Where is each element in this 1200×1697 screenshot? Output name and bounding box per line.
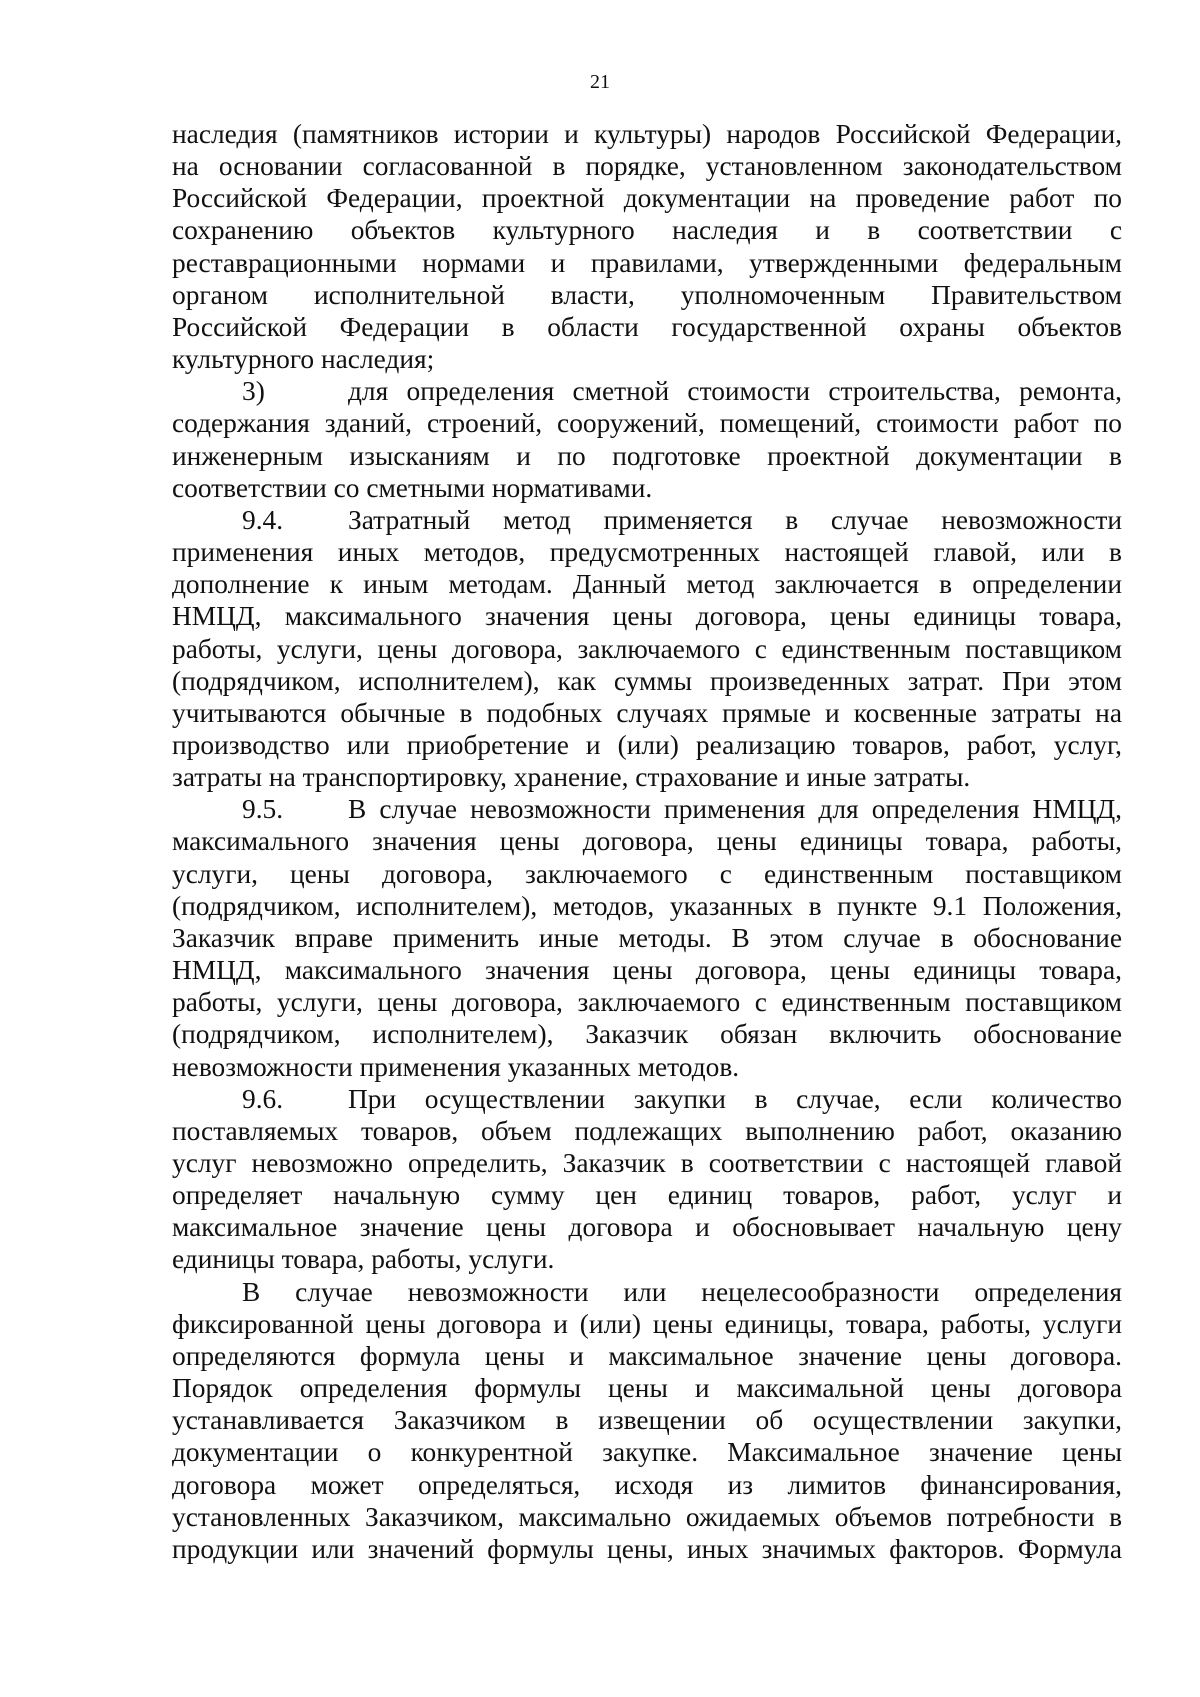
clause-number: 9.5. (242, 794, 284, 825)
text-line: невозможности применения указанных методов. (172, 1051, 740, 1082)
text-line: (подрядчиком, исполнителем), Заказчик обязан включить обоснование (172, 1019, 1122, 1050)
paragraph-first-line (172, 1276, 1122, 1308)
list-item-number: 3) (242, 376, 265, 407)
document-body (172, 118, 1122, 1565)
text-line: единицы товара, работы, услуги. (172, 1244, 555, 1275)
clause-number: 9.6. (242, 1083, 284, 1114)
text-line: производство или приобретение и (или) реализацию товаров, работ, услуг, (172, 729, 1122, 760)
text-line: устанавливается Заказчиком в извещении об осуществлении закупки, (172, 1405, 1122, 1436)
text-line: максимальное значение цены договора и обосновывает начальную цену (172, 1212, 1122, 1243)
list-item-3-first-line (172, 375, 1122, 407)
text-line: фиксированной цены договора и (или) цены единицы, товара, работы, услуги (172, 1308, 1122, 1339)
text-line: на основании согласованной в порядке, установленном законодательством (172, 151, 1122, 182)
text-line: документации о конкурентной закупке. Максимальное значение цены (172, 1437, 1122, 1468)
text-line: Российской Федерации, проектной документации на проведение работ по (172, 183, 1122, 214)
text-line: поставляемых товаров, объем подлежащих выполнению работ, оказанию (172, 1115, 1122, 1146)
text-line: затраты на транспортировку, хранение, страхование и иные затраты. (172, 762, 971, 793)
clause-9-4-first-line (172, 504, 1122, 536)
text-line: НМЦД, максимального значения цены договора, цены единицы товара, (172, 601, 1122, 632)
text-line: для определения сметной стоимости строительства, ремонта, (348, 376, 1122, 407)
text-line: договора может определяться, исходя из лимитов финансирования, (172, 1469, 1122, 1500)
text-line: (подрядчиком, исполнителем), как суммы произведенных затрат. При этом (172, 665, 1122, 696)
text-line: максимального значения цены договора, цены единицы товара, работы, (172, 826, 1122, 857)
text-line: В случае невозможности или нецелесообразности определения (242, 1276, 1122, 1307)
text-line: работы, услуги, цены договора, заключаемого с единственным поставщиком (172, 633, 1122, 664)
text-line: определяются формула цены и максимальное значение цены договора. (172, 1340, 1122, 1371)
text-line: услуг невозможно определить, Заказчик в соответствии с настоящей главой (172, 1148, 1122, 1178)
text-line: реставрационными нормами и правилами, утвержденными федеральным (172, 247, 1122, 278)
text-line: учитываются обычные в подобных случаях прямые и косвенные затраты на (172, 697, 1122, 728)
text-line: Российской Федерации в области государственной охраны объектов (172, 311, 1122, 342)
text-line: (подрядчиком, исполнителем), методов, указанных в пункте 9.1 Положения, (172, 890, 1122, 921)
text-line: соответствии со сметными нормативами. (172, 472, 653, 503)
text-line: В случае невозможности применения для определения НМЦД, (348, 794, 1122, 825)
text-line: продукции или значений формулы цены, иных значимых факторов. Формула (172, 1533, 1122, 1564)
page-number: 21 (590, 71, 610, 93)
text-line: Затратный метод применяется в случае невозможности (348, 504, 1122, 535)
text-line: Заказчик вправе применить иные методы. В этом случае в обоснование (172, 922, 1122, 953)
text-line: содержания зданий, строений, сооружений, помещений, стоимости работ по (172, 408, 1122, 439)
text-line: дополнение к иным методам. Данный метод заключается в определении (172, 569, 1122, 600)
text-line: наследия (памятников истории и культуры) народов Российской Федерации, (172, 119, 1122, 149)
clause-number: 9.4. (242, 504, 284, 535)
text-line: сохранению объектов культурного наследия и в соответствии с (172, 215, 1122, 246)
clause-9-5-first-line (172, 793, 1122, 825)
text-line: Порядок определения формулы цены и максимальной цены договора (172, 1373, 1122, 1404)
text-line: услуги, цены договора, заключаемого с единственным поставщиком (172, 858, 1122, 889)
text-line: инженерным изысканиям и по подготовке проектной документации в (172, 440, 1122, 471)
text-line: работы, услуги, цены договора, заключаемого с единственным поставщиком (172, 987, 1122, 1018)
text-line: определяет начальную сумму цен единиц товаров, работ, услуг и (172, 1180, 1122, 1211)
text-line: органом исполнительной власти, уполномоченным Правительством (172, 279, 1122, 310)
text-line: При осуществлении закупки в случае, если количество (348, 1083, 1122, 1114)
clause-9-6-first-line (172, 1083, 1122, 1115)
text-line: установленных Заказчиком, максимально ожидаемых объемов потребности в (172, 1501, 1122, 1532)
text-line: применения иных методов, предусмотренных настоящей главой, или в (172, 537, 1122, 568)
text-line: НМЦД, максимального значения цены договора, цены единицы товара, (172, 955, 1122, 986)
text-line: культурного наследия; (172, 344, 435, 375)
